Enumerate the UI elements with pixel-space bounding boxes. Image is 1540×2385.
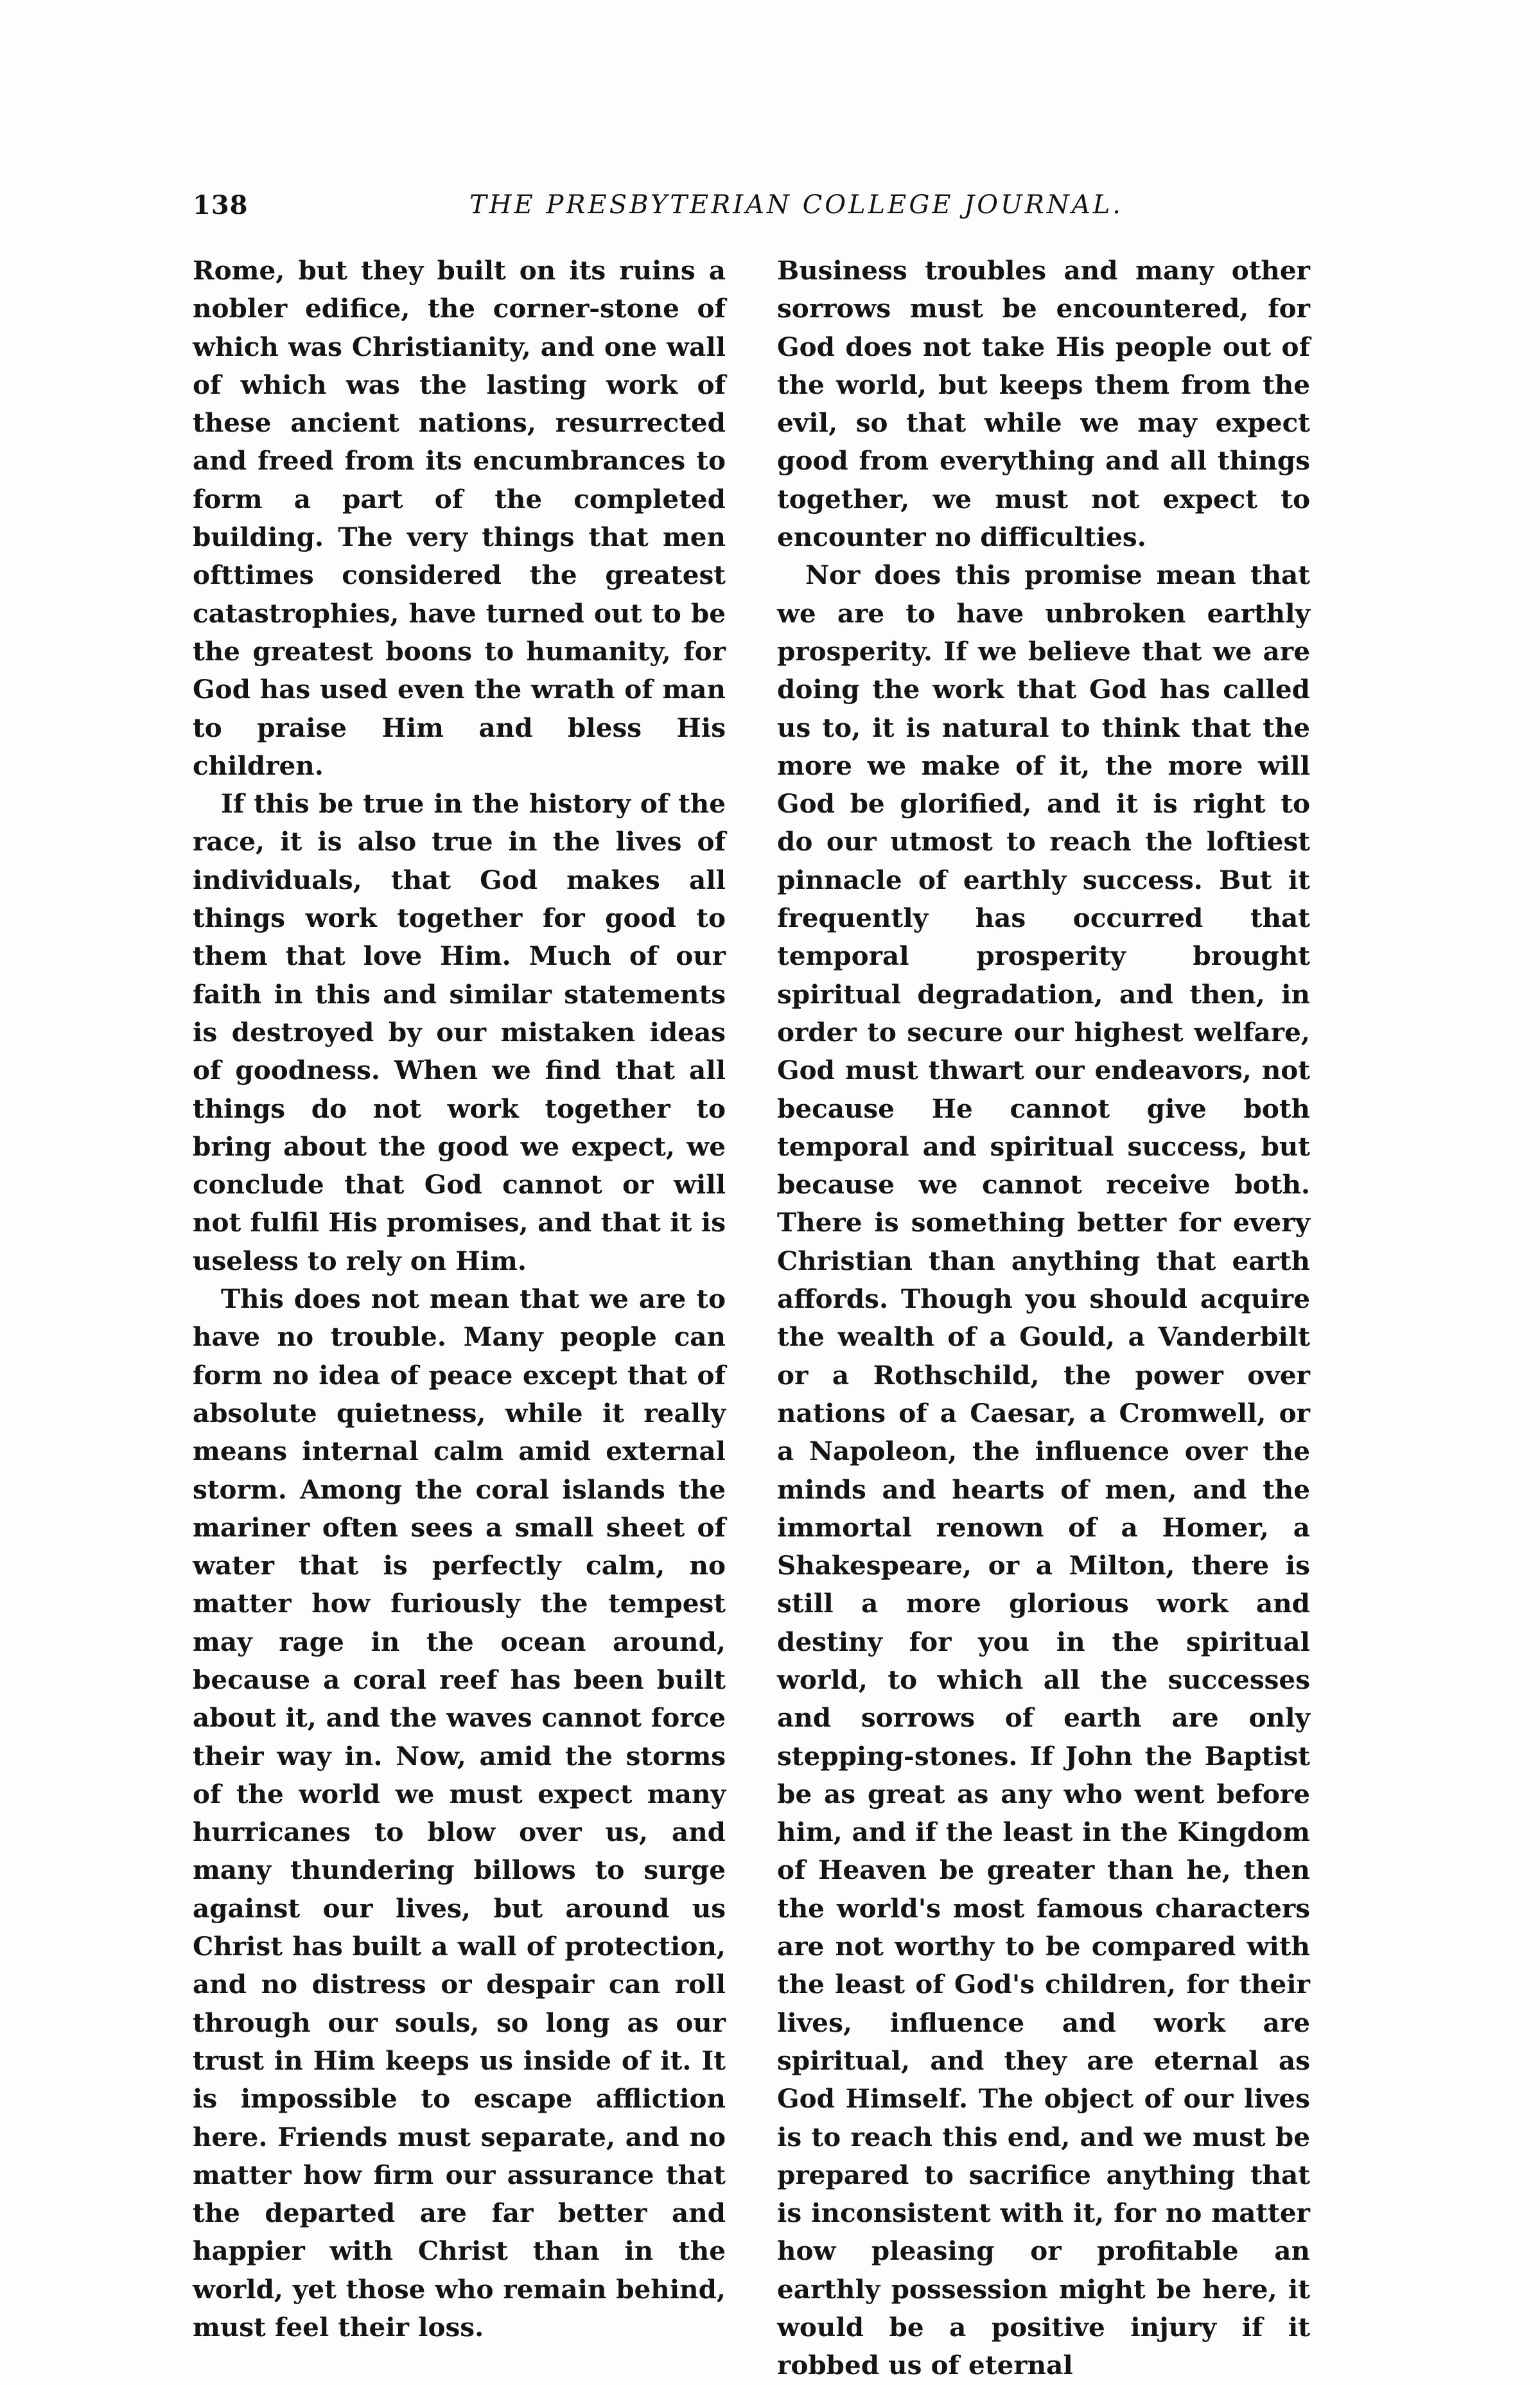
left-paragraph-2: If this be true in the history of the race, it is also true in the lives of individuals, that God makes all things work together for good to them that love Him. Much of our faith in this and similar statements is destroyed by our mistaken ideas of goodness. When we find that all things do not work together to bring about the good we expect, we conclude that God cannot or will not fulfil His promises, and that it is useless to rely on Him.: [193, 788, 726, 1276]
running-header: [193, 190, 1374, 229]
right-paragraph-2: Nor does this promise mean that we are to have unbroken earthly prosperity. If we believe that we are doing the work that God has called us to, it is natural to think that the more we make of it, the more will God be glorified, and it is right to do our utmost to reach the loftiest pinnacle of earthly success. But it frequently has occurred that temporal prosperity brought spiritual degradation, and then, in order to secure our highest welfare, God must thwart our endeavors, not because He cannot give both temporal and spiritual success, but because we cannot receive both. There is something better for every Christian than anything that earth affords. Though you should acquire the wealth of a Gould, a Vanderbilt or a Rothschild, the power over nations of a Caesar, a Cromwell, or a Napoleon, the influence over the minds and hearts of men, and the immortal renown of a Homer, a Shakespeare, or a Milton, there is still a more glorious work and destiny for you in the spiritual world, to which all the successes and sorrows of earth are only stepping-stones. If John the Baptist be as great as any who went before him, and if the least in the Kingdom of Heaven be greater than he, then the world's most famous characters are not worthy to be compared with the least of God's children, for their lives, influence and work are spiritual, and they are eternal as God Himself. The object of our lives is to reach this end, and we must be prepared to sacrifice anything that is inconsistent with it, for no matter how pleasing or profitable an earthly possession might be here, it would be a positive injury if it robbed us of eternal: [777, 559, 1310, 2381]
right-paragraph-1: Business troubles and many other sorrows must be encountered, for God does not take His people out of the world, but keeps them from the evil, so that while we may expect good from everything and all things together, we must not expect to encounter no difficulties.: [777, 255, 1310, 553]
journal-title: THE PRESBYTERIAN COLLEGE JOURNAL.: [469, 190, 1123, 220]
page-number: 138: [193, 190, 249, 220]
left-column: [193, 252, 726, 2343]
left-paragraph-3: This does not mean that we are to have no trouble. Many people can form no idea of peace except that of absolute quietness, while it really means internal calm amid external storm. Among the coral islands the mariner often sees a small sheet of water that is perfectly calm, no matter how furiously the tempest may rage in the ocean around, because a coral reef has been built about it, and the waves cannot force their way in. Now, amid the storms of the world we must expect many hurricanes to blow over us, and many thundering billows to surge against our lives, but around us Christ has built a wall of protection, and no distress or despair can roll through our souls, so long as our trust in Him keeps us inside of it. It is impossible to escape affliction here. Friends must separate, and no matter how firm our assurance that the departed are far better and happier with Christ than in the world, yet those who remain behind, must feel their loss.: [193, 1283, 726, 2343]
left-paragraph-1: Rome, but they built on its ruins a nobler edifice, the corner-stone of which was Christianity, and one wall of which was the lasting work of these ancient nations, resurrected and freed from its encumbrances to form a part of the completed building. The very things that men ofttimes considered the greatest catastrophies, have turned out to be the greatest boons to humanity, for God has used even the wrath of man to praise Him and bless His children.: [193, 255, 726, 781]
right-column: [777, 252, 1310, 2381]
